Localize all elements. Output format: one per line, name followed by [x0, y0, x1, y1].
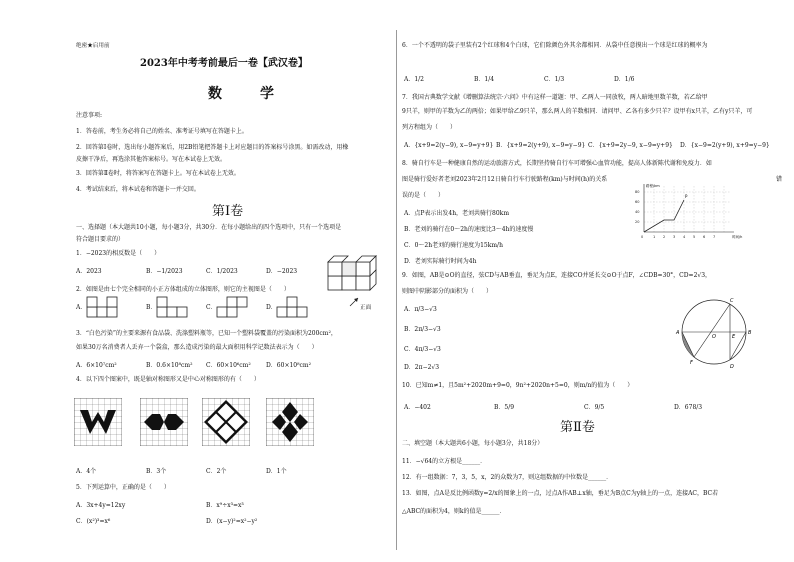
pattern-2 — [140, 398, 188, 446]
exam-title: 2023年中考考前最后一卷【武汉卷】 — [140, 58, 308, 69]
question-6: 6．一个不透明的袋子里装有2个红球和4个白球，它们除颜色外其余都相同．从袋中任意摸出一个球是红球的概率为 — [402, 42, 708, 49]
svg-text:5: 5 — [693, 235, 696, 239]
svg-text:4: 4 — [683, 235, 686, 239]
volume2-title: 第Ⅱ卷 — [560, 420, 595, 435]
chart-ylabel: 路程/km — [646, 184, 660, 188]
question-7-line: 9只羊，则甲的羊数为乙的两倍；如果甲给乙9只羊，那么两人的羊数相同．请问甲、乙各有多少只羊？设甲有x只羊，乙有y只羊，可 — [402, 108, 753, 115]
circle-figure — [674, 290, 754, 374]
svg-text:80: 80 — [635, 190, 640, 194]
q10-option-d: D．678/3 — [674, 404, 703, 411]
svg-text:6: 6 — [703, 235, 706, 239]
q1-option-d: D．−2023 — [266, 268, 298, 275]
q1-option-a: A．2023 — [76, 268, 102, 275]
q6-option-b: B．1/4 — [474, 76, 495, 83]
svg-text:3: 3 — [673, 235, 676, 239]
q8-chart — [630, 182, 780, 246]
q2-option-b: B． — [146, 304, 157, 311]
q3-option-d: D．60×10⁸cm² — [266, 362, 311, 369]
pattern-4 — [266, 398, 314, 446]
q4-option-d: D．1个 — [266, 468, 287, 475]
question-8-line-end: 错 — [776, 176, 783, 183]
label-B: B — [748, 330, 752, 336]
chart-xlabel: 时间/h — [732, 235, 743, 239]
q4-option-c: C．2个 — [206, 468, 227, 475]
q9-option-a: A．π/3−√3 — [404, 306, 437, 313]
q3-option-c: C．60×10⁶cm² — [206, 362, 251, 369]
question-1: 1．−2023的相反数是（ ） — [76, 250, 161, 257]
question-12: 12．有一组数据：7，3，5，x，2的众数为7，则这组数据的中位数是______． — [402, 474, 613, 481]
note-line: 皮擦干净后，再选涂其他答案标号。写在本试卷上无效。 — [76, 156, 227, 163]
q10-option-c: C．9/5 — [584, 404, 605, 411]
q2-option-d: D． — [266, 304, 277, 311]
q7-option-b: B．{x+9=2(y+9), x−9=y−9} — [496, 142, 586, 149]
svg-text:7: 7 — [713, 235, 716, 239]
pattern-1 — [74, 398, 122, 446]
q2-figure-c — [216, 296, 248, 318]
question-10: 10．已知m≠1，且5m²+2020m+9=0，9n²+2020n+5=0，则m/n的值为（ ） — [402, 382, 634, 389]
q8-option-b: B．老刘的骑行在0～2h的速度比3～4h的速度慢 — [404, 226, 534, 233]
question-3-line: 如果30万名消费者人丢弃一个袋盒，那么造成污染的最大面积用科学记数法表示为（ ） — [76, 344, 318, 351]
question-7-line: 7．我国古典数学文献《增删算法统宗·六问》中有这样一道题：甲、乙两人一同放牧，两人暗地里数羊数，若乙给甲 — [402, 94, 708, 101]
question-7-line: 列方程组为（ ） — [402, 124, 457, 131]
section1-line: 符合题目要求的） — [76, 236, 125, 243]
question-13-line: 13．如图，点A是反比例函数y=2/x的图象上的一点，过点A作AB⊥x轴，垂足为B点C为y轴上的一点，连接AC，BC若 — [402, 490, 719, 497]
question-3-line: 3．“白色污染”的主要来源有食品袋、洗涤塑料瓶等，已知一个塑料袋覆盖的污染面积为200cm²， — [76, 330, 337, 337]
label-F: F — [690, 360, 693, 366]
section1-line: 一、选择题（本大题共10小题，每小题3分，共30分．在每小题给出的四个选项中，只有一个选项是 — [76, 224, 342, 231]
question-11: 11．−√64的立方根是______． — [402, 458, 487, 465]
question-2: 2．如图是由七个完全相同的小正方体组成的立体图形，则它的主视图是（ ） — [76, 286, 290, 293]
pattern-3 — [202, 398, 250, 446]
q10-option-a: A．−402 — [404, 404, 431, 411]
svg-text:60: 60 — [635, 200, 640, 204]
question-5: 5．下列运算中，正确的是（ ） — [76, 484, 170, 491]
volume1-title: 第Ⅰ卷 — [212, 204, 244, 219]
question-13-line: △ABC的面积为4，则k的值是______． — [402, 508, 506, 515]
svg-text:40: 40 — [635, 210, 640, 214]
notes-title: 注意事项: — [76, 112, 103, 119]
q1-option-b: B．−1/2023 — [146, 268, 183, 275]
question-8-line: 8．骑自行车是一种健康自然的运动旅游方式，长期坚持骑自行车可增强心血管功能，提高人体新陈代谢和免疫力．如 — [402, 160, 712, 167]
q5-option-c: C．(x²)³=x⁶ — [76, 518, 111, 525]
label-E: E — [732, 334, 736, 340]
question-8-line: 图是骑行爱好者老刘2023年2月12日骑自行车行驶路程(km)与时间(h)的关系 — [402, 176, 608, 183]
left-column — [0, 0, 396, 562]
q5-option-a: A．3x+4y=12xy — [76, 502, 126, 509]
q1-option-c: C．1/2023 — [206, 268, 238, 275]
column-divider — [396, 30, 397, 550]
q2-option-c: C． — [206, 304, 217, 311]
q2-figure-b — [156, 296, 188, 318]
svg-text:2: 2 — [663, 235, 666, 239]
note-line: 2．回答第Ⅰ卷时，选出每小题答案后，用2B铅笔把答题卡上对应题目的答案标号涂黑。如需改动，用橡 — [76, 144, 349, 151]
svg-text:1: 1 — [653, 235, 656, 239]
q2-figure-d — [276, 296, 308, 318]
q3-option-b: B．0.6×10⁸cm² — [146, 362, 193, 369]
question-4: 4．以下四个图案中，既是轴对称图形又是中心对称图形的有（ ） — [76, 376, 260, 383]
q9-option-b: B．2π/3−√3 — [404, 326, 441, 333]
label-C: C — [730, 298, 734, 304]
q4-option-b: B．3个 — [146, 468, 167, 475]
right-column — [398, 0, 794, 562]
question-8-line: 误的是（ ） — [402, 192, 445, 199]
question-9-line: 9．如图，AB是⊙O的直径，弦CD与AB垂直，垂足为点E，连接CO并延长交⊙O于点F，∠CDB=30°，CD=2√3， — [402, 272, 712, 279]
q6-option-a: A．1/2 — [404, 76, 424, 83]
q8-option-d: D．老刘实际骑行时间为4h — [404, 258, 477, 265]
question-9-line: 则图中阴影部分的面积为（ ） — [402, 288, 493, 295]
q7-option-d: D．{x−9=2(y+9), x+9=y−9} — [680, 142, 770, 149]
note-line: 1．答卷前，考生务必将自己的姓名、准考证号填写在答题卡上。 — [76, 128, 248, 135]
q8-option-c: C．0～2h老刘的骑行速度为15km/h — [404, 242, 503, 249]
q8-option-a: A．点P表示出发4h，老刘共骑行80km — [404, 210, 510, 217]
q7-option-c: C．{x+9=2y−9, x−9=y+9} — [588, 142, 673, 149]
q7-option-a: A．{x+9=2(y−9), x−9=y+9} — [404, 142, 494, 149]
q5-option-d: D．(x−y)²=x²−y² — [206, 518, 258, 525]
q6-option-d: D．1/6 — [614, 76, 635, 83]
q9-option-c: C．4π/3−√3 — [404, 346, 441, 353]
note-line: 4．考试结束后，将本试卷和答题卡一并交回。 — [76, 186, 200, 193]
q2-option-a: A． — [76, 304, 87, 311]
q5-option-b: B．x⁹÷x³=x³ — [206, 502, 244, 509]
svg-text:P: P — [685, 194, 688, 199]
label-A: A — [676, 330, 680, 336]
note-line: 3．回答第Ⅱ卷时，将答案写在答题卡上。写在本试卷上无效。 — [76, 170, 240, 177]
svg-text:20: 20 — [635, 220, 640, 224]
label-O: O — [712, 334, 716, 340]
label-D: D — [730, 364, 734, 370]
q9-option-d: D．2π−2√3 — [404, 364, 440, 371]
secret-mark: 绝密★启用前 — [76, 43, 110, 49]
subject-title: 数 学 — [208, 86, 286, 102]
svg-text:0: 0 — [641, 235, 644, 239]
q4-option-a: A．4个 — [76, 468, 97, 475]
q3-option-a: A．6×10⁷cm² — [76, 362, 117, 369]
q10-option-b: B．5/9 — [494, 404, 515, 411]
section2-title: 二、填空题（本大题共6小题，每小题3分，共18分） — [402, 440, 544, 447]
q2-figure-a — [86, 296, 118, 318]
q6-option-c: C．1/3 — [544, 76, 565, 83]
front-view-label: 正面 — [360, 305, 372, 311]
